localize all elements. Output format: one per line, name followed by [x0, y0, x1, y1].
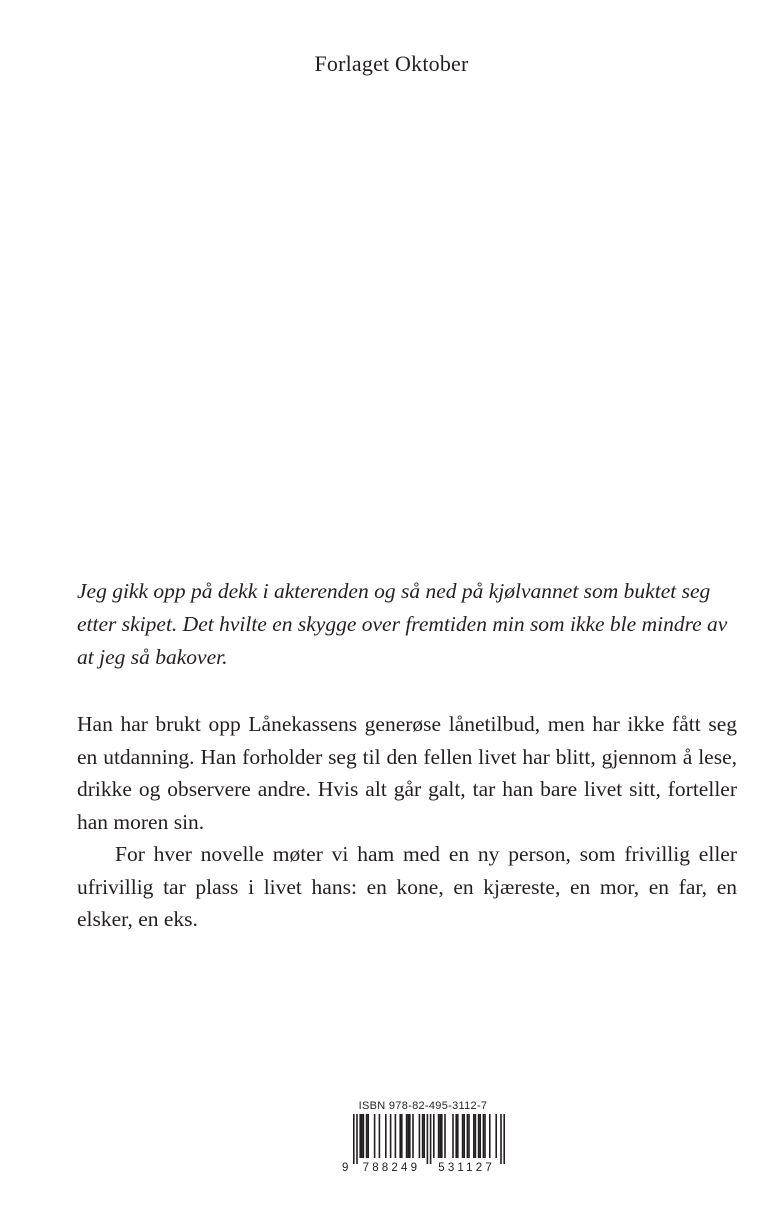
barcode-bar	[430, 1114, 432, 1164]
barcode-bar	[468, 1114, 470, 1158]
barcode-bar	[444, 1114, 446, 1158]
barcode-bar	[462, 1114, 464, 1158]
barcode-bar	[495, 1114, 497, 1158]
barcode-bar	[363, 1114, 365, 1158]
barcode-bar	[441, 1114, 443, 1158]
barcode-bar	[433, 1114, 435, 1158]
barcode-bar	[457, 1114, 459, 1158]
isbn-label: ISBN 978-82-495-3112-7	[358, 1100, 488, 1112]
barcode-bar	[366, 1114, 368, 1158]
barcode-bar	[483, 1114, 485, 1158]
barcode-bar	[423, 1114, 425, 1158]
barcode-bar	[475, 1114, 477, 1158]
barcode-bar	[503, 1114, 505, 1164]
barcode-digits: 788249	[362, 1162, 421, 1174]
barcode-bar	[361, 1114, 363, 1158]
barcode-bar	[439, 1114, 441, 1158]
barcode-bar	[422, 1114, 424, 1158]
barcode-bar	[438, 1114, 440, 1158]
description-paragraph: For hver novelle møter vi ham med en ny person, som frivillig eller ufrivillig tar plass i livet hans: en kone, en kjæreste, en mor, en far, en elsker, en eks.	[77, 842, 737, 931]
barcode-bar	[379, 1114, 381, 1158]
barcode-bar	[367, 1114, 369, 1158]
barcode-bar	[374, 1114, 376, 1158]
barcode-bar	[479, 1114, 481, 1158]
barcode-bar	[390, 1114, 392, 1158]
barcode-bar	[478, 1114, 480, 1158]
barcode-bar	[406, 1114, 408, 1158]
book-description	[77, 708, 737, 936]
barcode-digits: 9	[342, 1162, 349, 1174]
barcode-bar	[484, 1114, 486, 1158]
description-paragraph: Han har brukt opp Lånekassens generøse lånetilbud, men har ikke fått seg en utdanning. Han forholder seg til den fellen livet har blitt, gjennom å lese, drikke og observere andre. Hvis alt går galt, tar han bare livet sitt, forteller han moren sin.	[77, 712, 737, 834]
publisher-name: Forlaget Oktober	[314, 51, 469, 76]
barcode-bar	[385, 1114, 387, 1158]
barcode	[340, 1114, 510, 1174]
barcode-bar	[427, 1114, 429, 1164]
barcode-bar	[356, 1114, 358, 1164]
barcode-bar	[455, 1114, 457, 1158]
quote-text: Jeg gikk opp på dekk i akterenden og så ned på kjølvannet som buktet seg etter skipet. Det hvilte en skygge over fremtiden min som ikke ble mindre av at jeg så bakover.	[77, 579, 728, 669]
barcode-bar	[473, 1114, 475, 1158]
excerpt-quote	[77, 575, 737, 674]
barcode-bar	[412, 1114, 414, 1158]
barcode-bar	[489, 1114, 491, 1158]
barcode-bar	[452, 1114, 454, 1158]
barcode-bar	[407, 1114, 409, 1158]
barcode-graphic	[340, 1114, 510, 1174]
barcode-bar	[359, 1114, 361, 1158]
barcode-bar	[409, 1114, 411, 1158]
barcode-bar	[419, 1114, 421, 1158]
barcode-bar	[353, 1114, 355, 1164]
barcode-bar	[401, 1114, 403, 1158]
barcode-digits: 531127	[438, 1162, 495, 1174]
barcode-bar	[399, 1114, 401, 1158]
barcode-bar	[463, 1114, 465, 1158]
barcode-bar	[500, 1114, 502, 1164]
barcode-bar	[467, 1114, 469, 1158]
barcode-bar	[395, 1114, 397, 1158]
